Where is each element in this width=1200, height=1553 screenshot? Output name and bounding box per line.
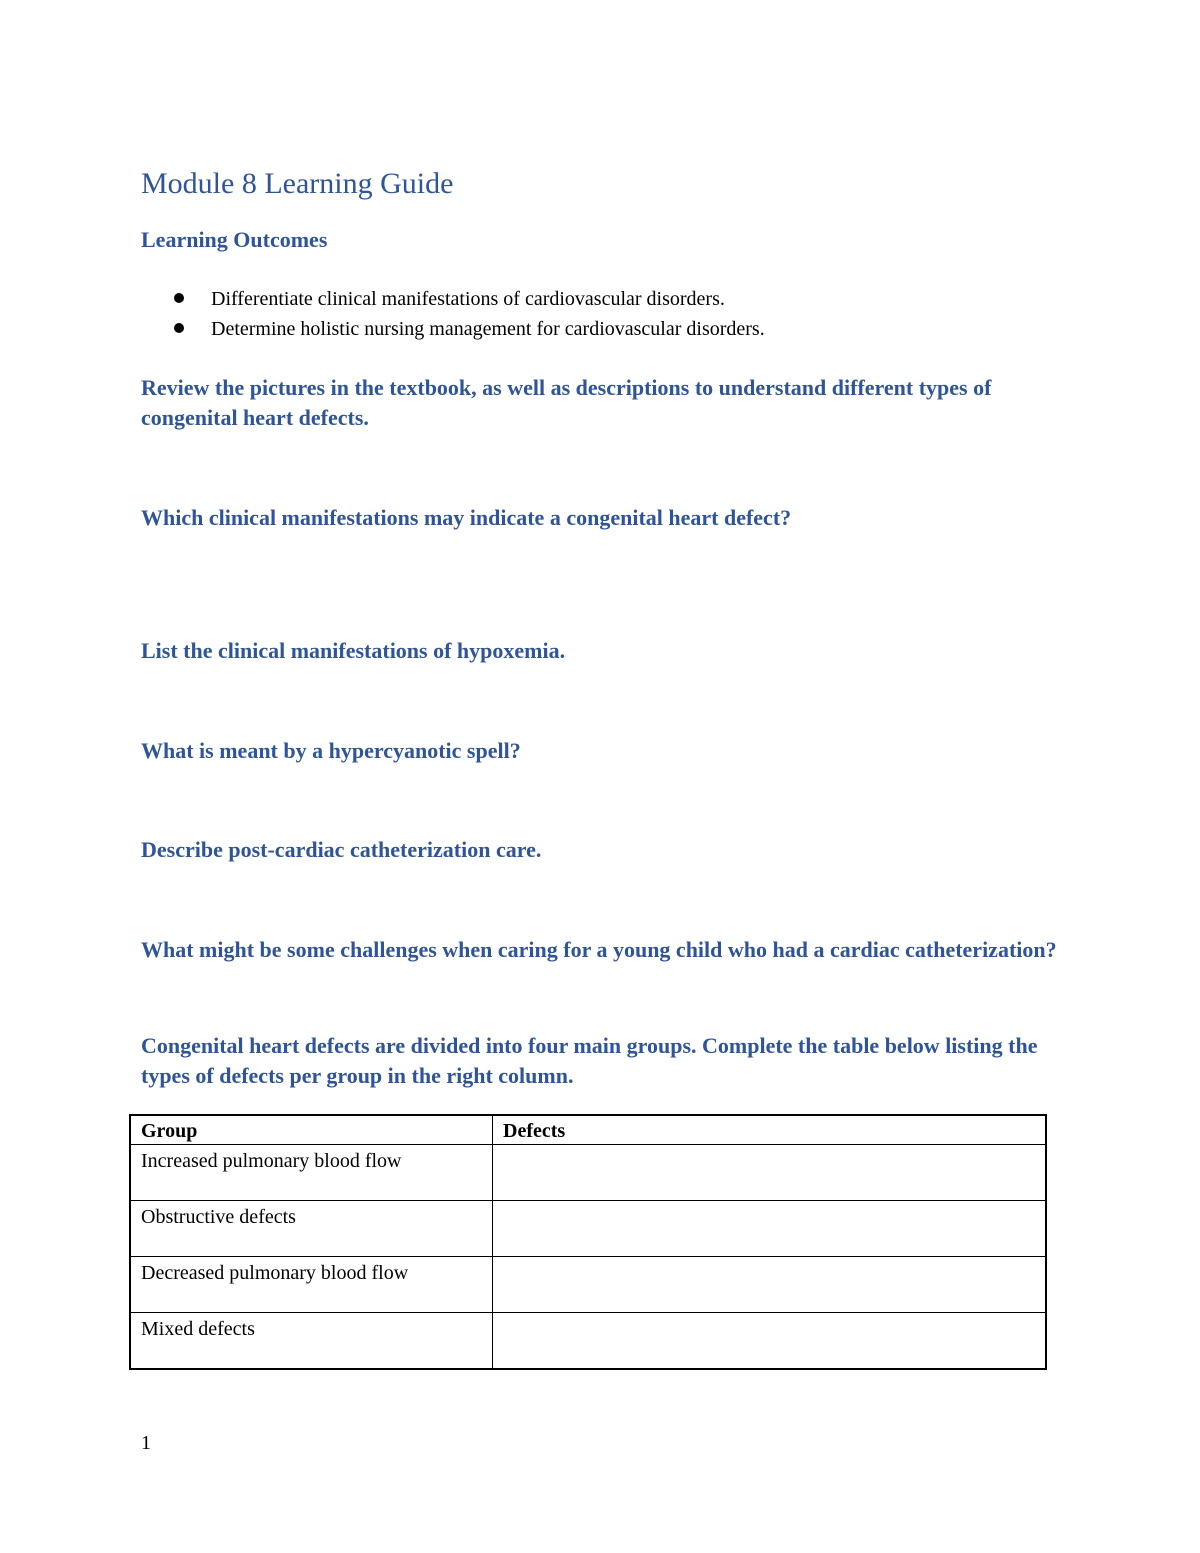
header-defects: Defects — [493, 1115, 1047, 1145]
bullet-icon — [174, 293, 184, 303]
defects-cell[interactable] — [493, 1145, 1047, 1201]
question-clinical-manifestations: Which clinical manifestations may indicate a congenital heart defect? — [141, 505, 792, 530]
group-cell: Increased pulmonary blood flow — [130, 1145, 493, 1201]
defects-cell[interactable] — [493, 1313, 1047, 1370]
defects-cell[interactable] — [493, 1257, 1047, 1313]
table-header-row — [130, 1115, 1046, 1145]
outcome-text: Differentiate clinical manifestations of cardiovascular disorders. — [211, 288, 725, 310]
question-hypoxemia: List the clinical manifestations of hypoxemia. — [141, 638, 566, 663]
header-group: Group — [130, 1115, 493, 1145]
defects-table — [129, 1114, 1047, 1370]
question-catheterization-care: Describe post-cardiac catheterization care. — [141, 837, 542, 862]
group-cell: Decreased pulmonary blood flow — [130, 1257, 493, 1313]
learning-outcomes-heading: Learning Outcomes — [141, 227, 328, 252]
question-challenges: What might be some challenges when caring for a young child who had a cardiac catheterization? — [141, 937, 1057, 962]
group-cell: Obstructive defects — [130, 1201, 493, 1257]
outcome-text: Determine holistic nursing management for cardiovascular disorders. — [211, 318, 765, 340]
question-table-instructions: Congenital heart defects are divided into four main groups. Complete the table below listing the types of defects per group in the right column. — [141, 1033, 1038, 1088]
table-row — [130, 1201, 1046, 1257]
document-title: Module 8 Learning Guide — [141, 167, 454, 200]
defects-cell[interactable] — [493, 1201, 1047, 1257]
list-item — [171, 284, 1071, 314]
bullet-icon — [174, 323, 184, 333]
question-hypercyanotic-spell: What is meant by a hypercyanotic spell? — [141, 738, 521, 763]
table-row — [130, 1257, 1046, 1313]
page-number: 1 — [141, 1432, 151, 1454]
learning-outcomes-list — [171, 284, 1071, 344]
table-row — [130, 1145, 1046, 1201]
group-cell: Mixed defects — [130, 1313, 493, 1370]
list-item — [171, 314, 1071, 344]
table-row — [130, 1313, 1046, 1370]
question-review-pictures: Review the pictures in the textbook, as well as descriptions to understand different types of congenital heart defects. — [141, 375, 992, 430]
